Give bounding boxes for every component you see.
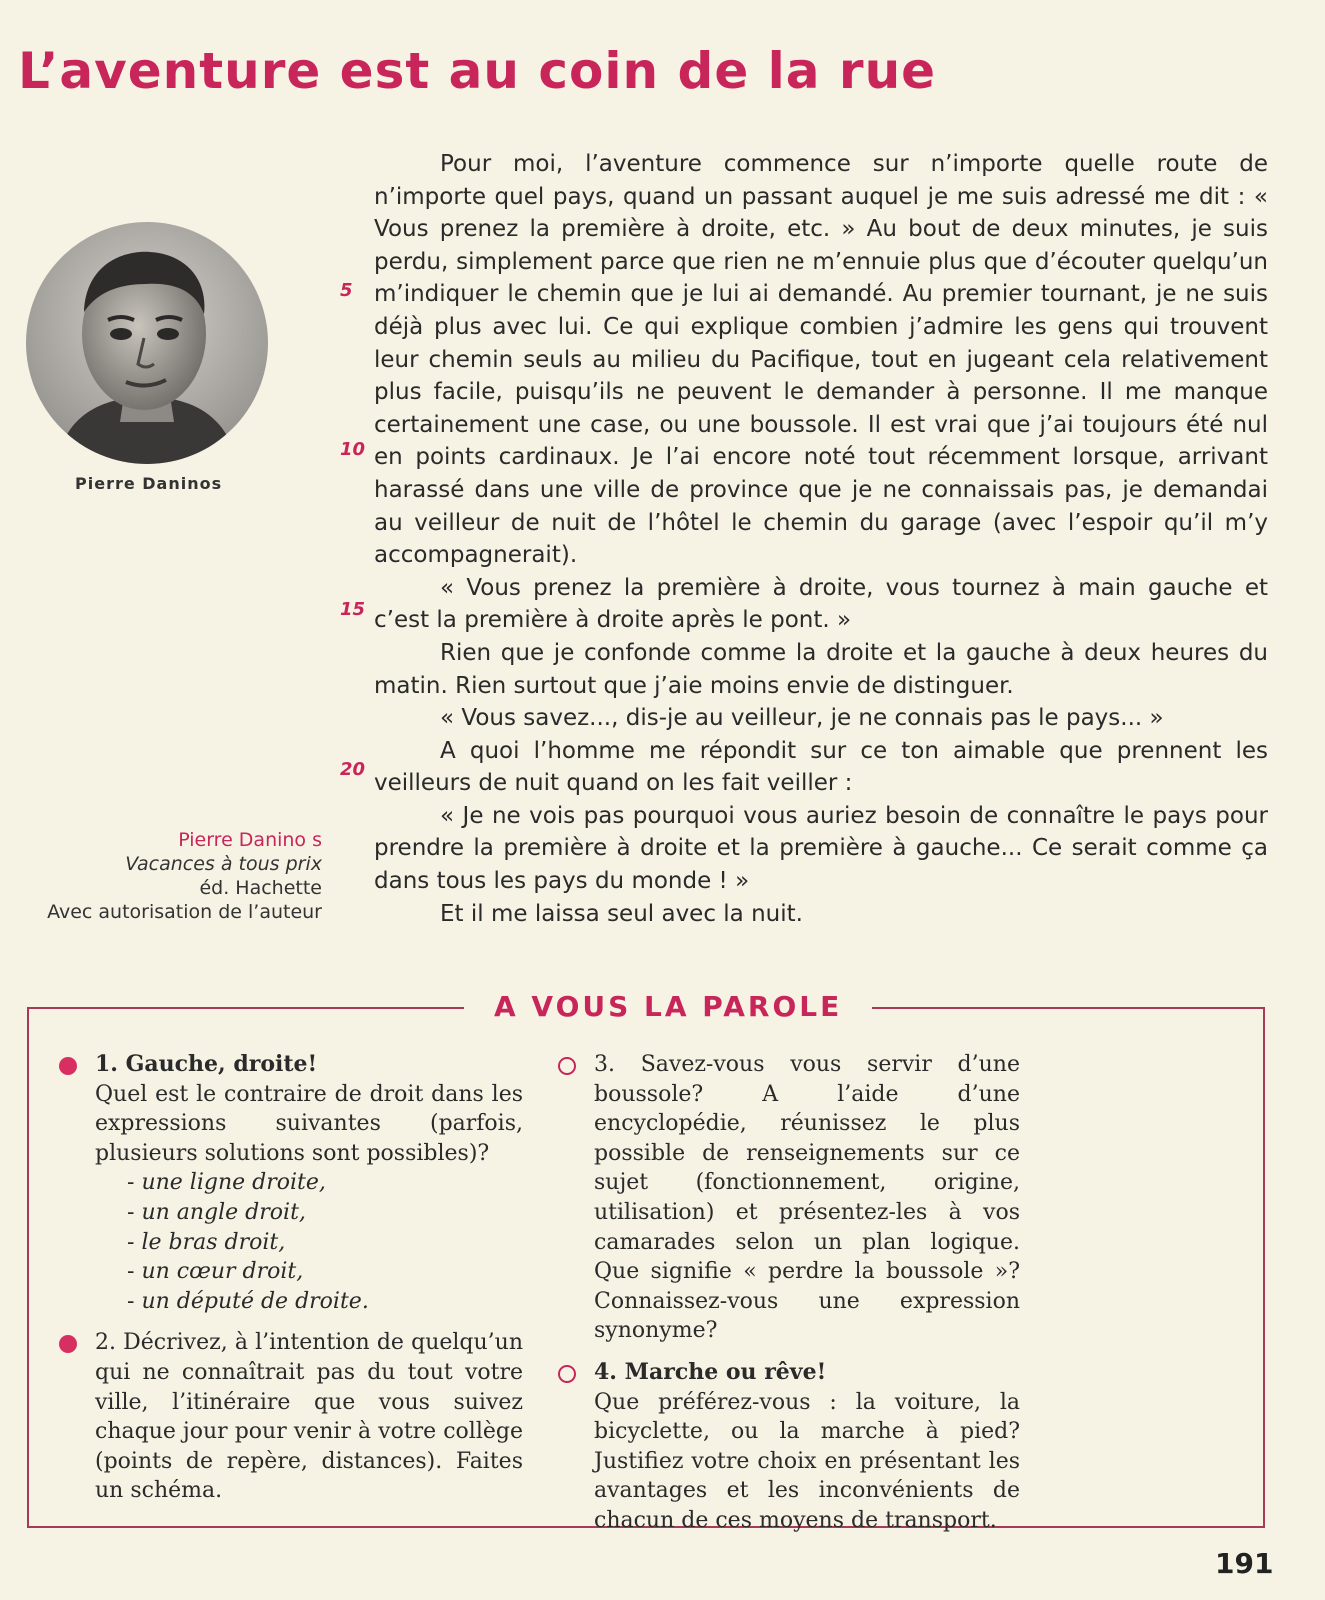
filled-bullet-icon [59, 1057, 77, 1075]
portrait-icon [26, 222, 268, 464]
expression-list [95, 1168, 523, 1316]
list-item: - le bras droit, [127, 1228, 523, 1258]
line-number: 5 [340, 280, 353, 301]
source-credits [47, 828, 322, 924]
credit-publisher: éd. Hachette [199, 877, 322, 899]
paragraph: Et il me laissa seul avec la nuit. [440, 900, 803, 927]
exercises-left-column [95, 1050, 523, 1506]
list-item: - un député de droite. [127, 1287, 523, 1317]
line-number: 20 [340, 759, 366, 780]
paragraph: Rien que je confonde comme la droite et la gauche à deux heures du matin. Rien surtout que j’aie moins envie de distinguer. [374, 639, 1268, 699]
paragraph: « Je ne vois pas pourquoi vous auriez besoin de connaître le pays pour prendre la première à droite et la première à gauche... Ce serait comme ça dans tous les pays du monde ! » [374, 802, 1268, 895]
line-number: 10 [340, 439, 366, 460]
exercises-heading: A VOUS LA PAROLE [464, 990, 872, 1023]
exercise-4 [594, 1358, 1020, 1536]
photo-caption: Pierre Daninos [75, 474, 223, 493]
exercise-text: 2. Décrivez, à l’intention de quelqu’un qui ne connaîtrait pas du tout votre ville, l’itinéraire que vous suivez chaque jour pour venir à votre collège (points de repère, distances). Faites un schéma. [95, 1330, 523, 1504]
list-item: - un cœur droit, [127, 1257, 523, 1287]
exercise-title: 1. Gauche, droite! [95, 1051, 318, 1077]
exercise-text: 3. Savez-vous vous servir d’une boussole? A l’aide d’une encyclopédie, réunissez le plus possible de renseignements sur ce sujet (fonctionnement, origine, utilisation) et présentez-les à vos camarades selon un plan logique. Que signifie « perdre la boussole »? Connaissez-vous une expression synonyme? [594, 1052, 1020, 1344]
exercise-text: Que préférez-vous : la voiture, la bicyclette, ou la marche à pied? Justifiez votre choix en présentant les avantages et les inconvénients de chacun de ces moyens de transport. [594, 1389, 1020, 1533]
line-number: 15 [340, 599, 366, 620]
credit-book: Vacances à tous prix [125, 853, 322, 875]
exercise-1 [95, 1050, 523, 1316]
page-number: 191 [1215, 1547, 1274, 1580]
exercise-text: Quel est le contraire de droit dans les expressions suivantes (parfois, plusieurs solutions sont possibles)? [95, 1081, 523, 1166]
exercises-right-column [594, 1050, 1020, 1536]
paragraph: Pour moi, l’aventure commence sur n’importe quelle route de n’importe quel pays, quand un passant auquel je me suis adressé me dit : « Vous prenez la première à droite, etc. » Au bout de deux minutes, je suis perdu, simplement parce que rien ne m’ennuie plus que d’écouter quelqu’un m’indiquer le chemin que je lui ai demandé. Au premier tournant, je ne suis déjà plus avec lui. Ce qui explique combien j’admire les gens qui trouvent leur chemin seuls au milieu du Pacifique, tout en jugeant cela relativement plus facile, puisqu’ils ne peuvent le demander à personne. Il me manque certainement une case, ou une boussole. Il est vrai que j’ai toujours été nul en points cardinaux. Je l’ai encore noté tout récemment lorsque, arrivant harassé dans une ville de province que je ne connaissais pas, je demandai au veilleur de nuit de l’hôtel le chemin du garage (avec l’espoir qu’il m’y accompagnerait). [374, 151, 1268, 569]
list-item: - une ligne droite, [127, 1168, 523, 1198]
story-passage [374, 148, 1268, 930]
credit-permission: Avec autorisation de l’auteur [47, 901, 322, 923]
exercise-2 [95, 1328, 523, 1506]
paragraph: « Vous savez..., dis-je au veilleur, je ne connais pas le pays... » [440, 705, 1164, 732]
credit-author: Pierre Danino s [178, 829, 322, 851]
open-bullet-icon [558, 1365, 576, 1383]
exercise-3 [594, 1050, 1020, 1346]
open-bullet-icon [558, 1057, 576, 1075]
author-photo [26, 222, 268, 464]
paragraph: « Vous prenez la première à droite, vous tournez à main gauche et c’est la première à droite après le pont. » [374, 574, 1268, 634]
exercise-title: 4. Marche ou rêve! [594, 1358, 827, 1385]
page-title: L’aventure est au coin de la rue [18, 42, 937, 100]
list-item: - un angle droit, [127, 1198, 523, 1228]
paragraph: A quoi l’homme me répondit sur ce ton aimable que prennent les veilleurs de nuit quand on les fait veiller : [374, 737, 1268, 797]
